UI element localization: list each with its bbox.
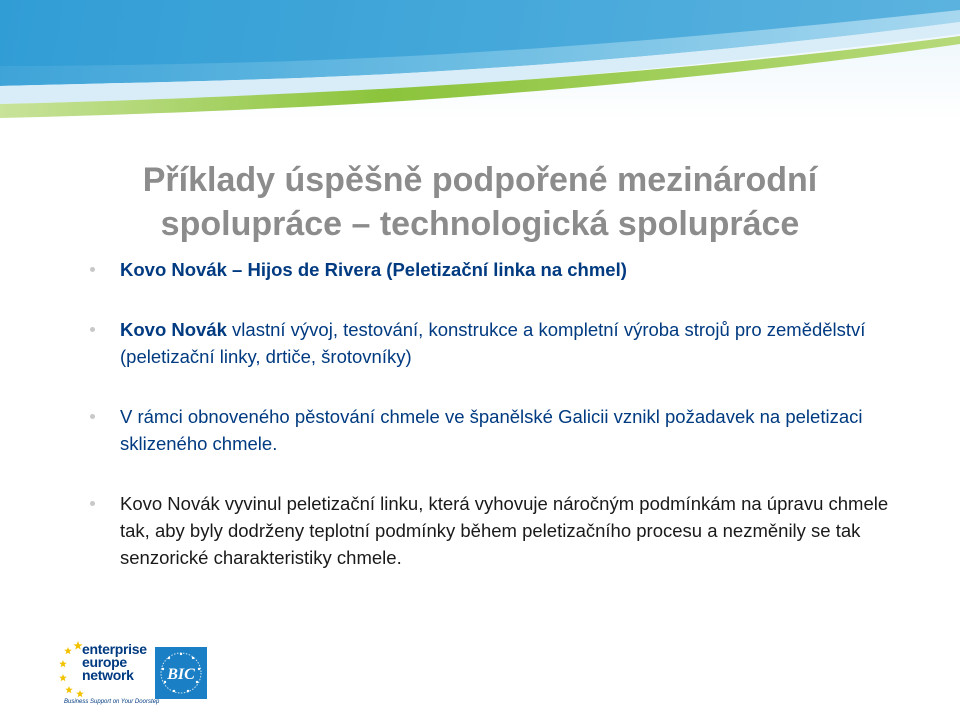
bullet-dot [90,327,95,332]
bullet-text: V rámci obnoveného pěstování chmele ve španělské Galicii vznikl požadavek na peletizaci sklizeného chmele. [120,406,863,454]
een-line-3: network [82,667,134,683]
bullet-dot [90,267,95,272]
slide-title-line-2: spolupráce – technologická spolupráce [160,205,800,243]
bullet-item-2 [120,316,890,370]
bullet-text: Kovo Novák vyvinul peletizační linku, která vyhovuje náročným podmínkám na úpravu chmele tak, aby byly dodrženy teplotní podmínky během peletizačního procesu a nezměnily se tak senzorické charakteristiky chmele. [120,493,889,568]
bullet-item-3 [120,403,890,457]
een-line-1: enterprise [82,641,147,657]
bullet-text: vlastní vývoj, testování, konstrukce a kompletní výroba strojů pro zemědělství (peletizační linky, drtiče, šrotovníky) [120,319,866,367]
bullet-dot [90,414,95,419]
bullet-dot [90,501,95,506]
bullet-item-4 [120,490,890,571]
slide-title-line-1: Příklady úspěšně podpořené mezinárodní [142,161,818,199]
bic-logo-text: BIC [167,666,195,683]
een-line-2: europe [82,654,127,670]
bullet-text: Kovo Novák – Hijos de Rivera (Peletizační linka na chmel) [120,259,627,280]
bic-emblem-icon [155,647,207,699]
footer-logos [58,638,218,709]
een-wordmark [82,643,147,682]
bullet-item-1 [120,256,890,283]
enterprise-europe-network-logo [58,638,160,708]
een-tagline: Business Support on Your Doorstep [64,699,160,705]
bic-logo [155,647,207,699]
bullet-bold-text: Kovo Novák [120,319,227,340]
